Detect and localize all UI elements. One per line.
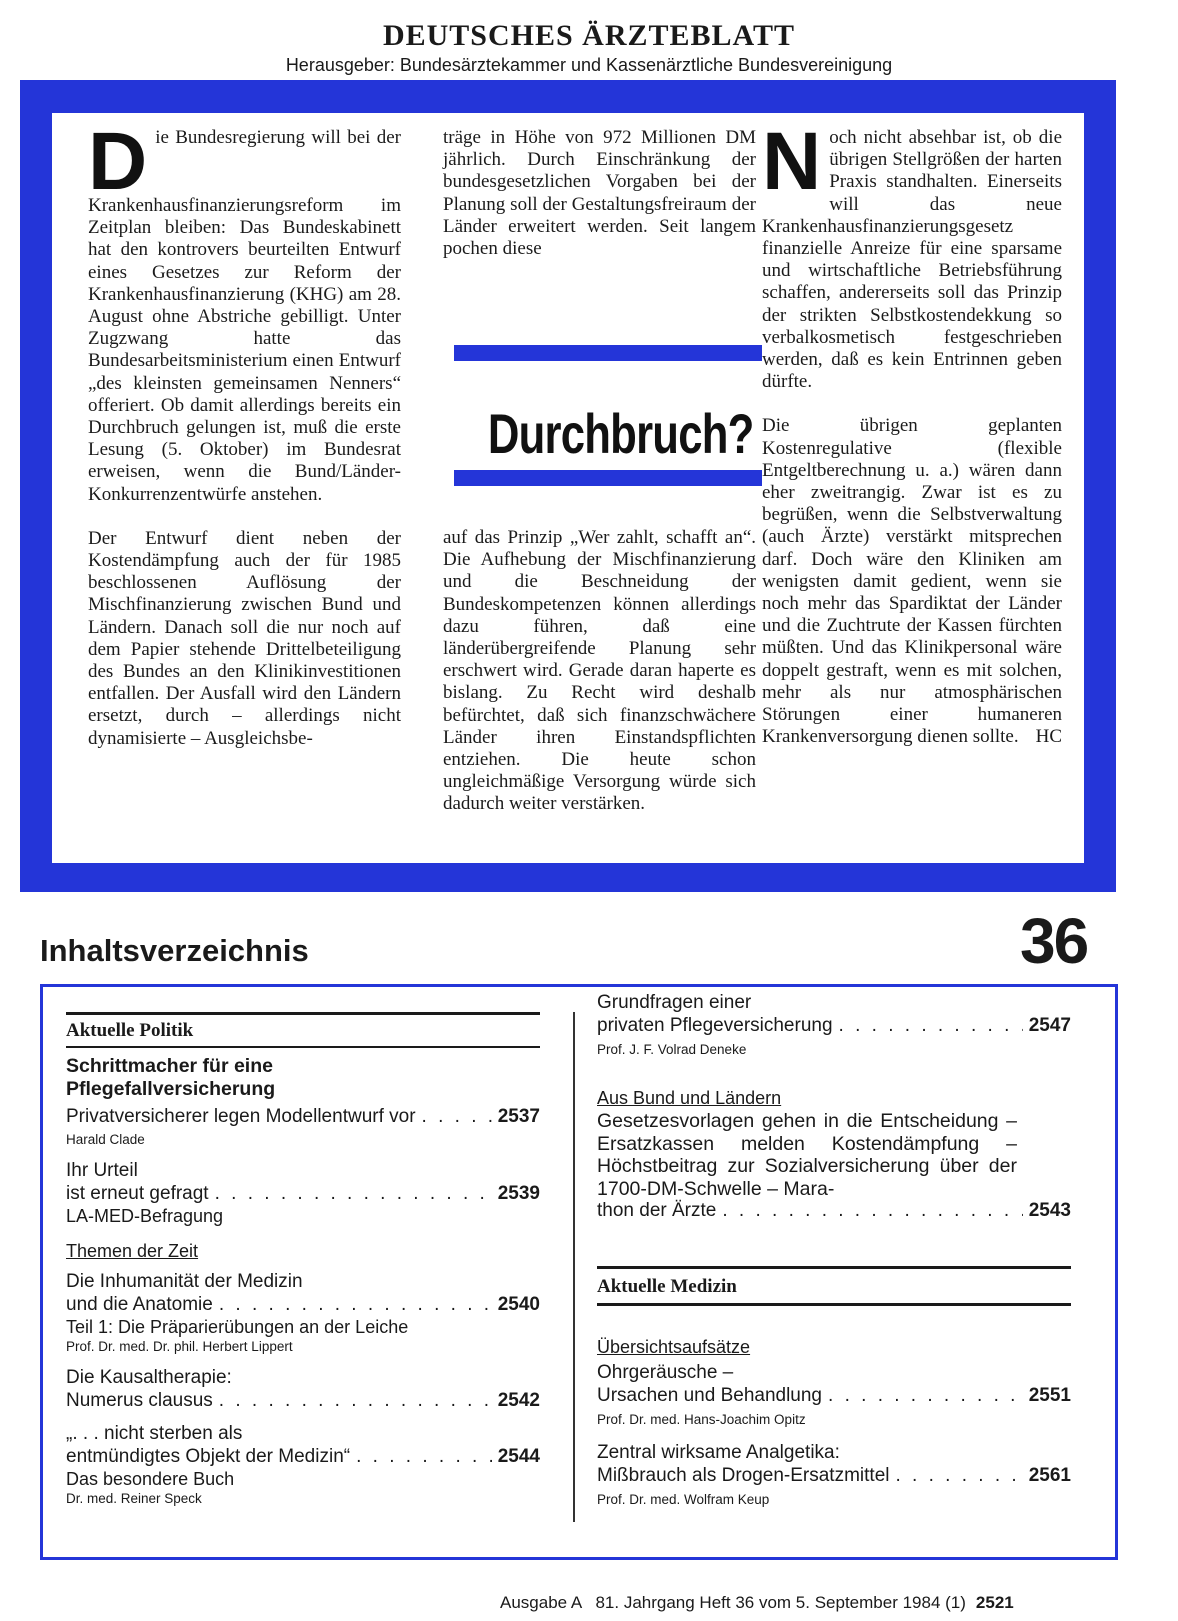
toc-entry[interactable] <box>66 1271 540 1356</box>
entry-title: Pflegefallversicherung <box>66 1077 276 1100</box>
issue-info: Ausgabe A 81. Jahrgang Heft 36 vom 5. September 1984 (1) <box>500 1593 966 1612</box>
toc-entry[interactable] <box>597 992 1071 1059</box>
entry-author: Prof. Dr. med. Hans-Joachim Opitz <box>597 1412 806 1427</box>
section-rule <box>66 1046 540 1048</box>
issue-number: 36 <box>1020 905 1088 977</box>
editorial-column-1 <box>88 116 401 750</box>
entry-subtitle: Das besondere Buch <box>66 1469 235 1489</box>
entry-author: Dr. med. Reiner Speck <box>66 1491 202 1506</box>
entry-page-line <box>597 1385 1071 1408</box>
entry-page-line <box>66 1183 540 1206</box>
headline-bar-top <box>454 345 762 361</box>
toc-entry[interactable] <box>66 1160 540 1227</box>
entry-title: entmündigtes Objekt der Medizin“ <box>66 1445 351 1467</box>
entry-title: Schrittmacher für eine <box>66 1055 273 1077</box>
toc-entry[interactable] <box>597 1442 1071 1509</box>
toc-entry[interactable] <box>66 1055 540 1149</box>
entry-title: Die Kausaltherapie: <box>66 1367 232 1388</box>
entry-page-line <box>66 1446 540 1469</box>
section-heading-aktuelle-politik: Aktuelle Politik <box>66 1020 194 1041</box>
entry-author: Prof. Dr. med. Dr. phil. Herbert Lippert <box>66 1339 293 1354</box>
headline-bar-bottom <box>454 470 762 486</box>
page-number: 2539 <box>497 1182 540 1204</box>
page-number: 2537 <box>497 1106 540 1127</box>
entry-page-line <box>66 1390 540 1413</box>
editorial-paragraph: och nicht absehbar ist, ob die übrigen Stellgrößen der harten Praxis standhalten. Einerseits will das neue Krankenhausfinanzierungsgesetz finanzielle Anreize für eine sparsame und wirtschaftliche Betriebsführung schaffen, andererseits soll das Prinzip der strikten Selbstkostendekkung so verbalkosmetisch festgeschrieben werden, daß es kein Entrinnen geben dürfte. <box>762 127 1062 393</box>
editorial-paragraph: ie Bundesregierung will bei der Krankenhausfinanzierungsreform im Zeitplan bleiben: Das Bundeskabinett hat den kontrovers beurteilten Entwurf eines Gesetzes zur Reform der Krankenhausfinanzierung (KHG) am 28. August ohne Abstriche gebilligt. Unter Zugzwang hatte das Bundesarbeitsministerium einen Entwurf „des kleinsten gemeinsamen Nenners“ offeriert. Ob damit allerdings bereits ein Durchbruch gelungen ist, muß die erste Lesung (5. Oktober) im Bundesrat erweisen, wenn die Bund/Länder-Konkurrenzentwürfe anstehen. <box>88 127 401 505</box>
editorial-paragraph: auf das Prinzip „Wer zahlt, schafft an“. Die Aufhebung der Mischfinanzierung und die Beschneidung der Bundeskompetenzen können allerdings dazu führen, daß eine länderübergreifende Planung sehr erschwert wird. Gerade daran haperte es bislang. Zu Recht wird deshalb befürchtet, daß sich finanzschwächere Länder ihren Einstandspflichten entziehen. Die heute schon ungleichmäßige Versorgung würde sich dadurch weiter verstärken. <box>443 527 756 815</box>
entry-author: Harald Clade <box>66 1131 145 1147</box>
section-heading-aktuelle-medizin: Aktuelle Medizin <box>597 1276 737 1297</box>
author-signature: HC <box>1035 726 1062 748</box>
page-number: 2542 <box>497 1389 540 1411</box>
entry-title: Mißbrauch als Drogen-Ersatzmittel <box>597 1464 890 1486</box>
entry-page-line <box>66 1294 540 1317</box>
entry-subtitle: Privatversicherer legen Modellentwurf vor <box>66 1106 416 1127</box>
publisher-line: Herausgeber: Bundesärztekammer und Kassenärztliche Bundesvereinigung <box>285 55 893 75</box>
leader-dots <box>219 1390 492 1413</box>
entry-title: Grundfragen einer <box>597 992 752 1013</box>
entry-title: „. . . nicht sterben als <box>66 1423 243 1444</box>
page-number: 2544 <box>497 1445 540 1467</box>
drop-cap: D <box>88 116 148 207</box>
page-number: 2551 <box>1028 1384 1071 1406</box>
rubric-themen-der-zeit: Themen der Zeit <box>66 1241 199 1261</box>
leader-dots <box>839 1015 1023 1038</box>
editorial-column-2-top <box>443 127 756 260</box>
rubric-aus-bund-und-laendern: Aus Bund und Ländern <box>597 1088 782 1108</box>
entry-title: privaten Pflegeversicherung <box>597 1014 833 1036</box>
page-number: 2540 <box>497 1293 540 1315</box>
toc-entry[interactable] <box>66 1423 540 1508</box>
entry-author: Prof. J. F. Volrad Deneke <box>597 1042 747 1057</box>
leader-dots <box>828 1385 1023 1408</box>
editorial-column-3 <box>762 116 1062 748</box>
entry-title: und die Anatomie <box>66 1293 213 1315</box>
entry-page-line <box>597 1015 1071 1038</box>
entry-title: thon der Ärzte <box>597 1200 717 1221</box>
toc-entry[interactable] <box>597 1110 1071 1223</box>
editorial-headline: Durchbruch? <box>487 402 754 465</box>
editorial-column-2-bottom <box>443 527 756 816</box>
leader-dots <box>722 1200 1022 1223</box>
editorial-paragraph: Die übrigen geplanten Kostenregulative (flexible Entgeltberechnung u. a.) wären dann eher zweitrangig. Zwar ist es zu begrüßen, wenn die Selbstverwaltung (auch Ärzte) verstärkt mitsprechen darf. Doch wäre den Kliniken am wenigsten damit gedient, wenn sie noch mehr das Spardiktat der Länder und die Zuchtrute der Kassen fürchten müßten. Und das Klinikpersonal wäre doppelt gestraft, wenn es mit solchen, mehr als nur atmosphärischen Störungen einer humaneren Krankenversorgung dienen sollte. <box>762 415 1062 748</box>
section-rule <box>66 1012 540 1015</box>
editorial-paragraph: Der Entwurf dient neben der Kostendämpfung auch der für 1985 beschlossenen Auflösung der Mischfinanzierung zwischen Bund und Ländern. Danach soll die nur noch auf dem Papier stehende Drittelbeteiligung des Bundes an den Klinikinvestitionen entfallen. Der Ausfall wird den Ländern ersetzt, durch – allerdings nicht dynamisierte – Ausgleichsbe- <box>88 527 401 749</box>
toc-entry[interactable] <box>66 1367 540 1412</box>
entry-page-line <box>66 1106 540 1129</box>
drop-cap: N <box>762 116 822 207</box>
leader-dots <box>356 1446 492 1469</box>
entry-author: Prof. Dr. med. Wolfram Keup <box>597 1492 770 1507</box>
leader-dots <box>215 1183 492 1206</box>
entry-title: Zentral wirksame Analgetika: <box>597 1442 840 1463</box>
editorial-body <box>52 113 1084 863</box>
entry-title: Ursachen und Behandlung <box>597 1384 823 1406</box>
entry-page-line <box>597 1200 1071 1223</box>
entry-title: ist erneut gefragt <box>66 1182 209 1204</box>
editorial-frame <box>20 80 1116 892</box>
section-rule <box>597 1303 1071 1306</box>
entry-title: Ohrgeräusche – <box>597 1362 734 1383</box>
leader-dots <box>219 1294 492 1317</box>
section-rule <box>597 1266 1071 1269</box>
entry-subtitle: Teil 1: Die Präparierübungen an der Leiche <box>66 1317 409 1337</box>
entry-title: Die Inhumanität der Medizin <box>66 1271 303 1292</box>
journal-title: DEUTSCHES ÄRZTEBLATT <box>382 19 796 52</box>
entry-title: Gesetzesvorlagen gehen in die Entscheidung – Ersatzkassen melden Kostendämpfung – Höchstbeitrag zur Sozialversicherung über der 1700-DM-Schwelle – Mara- <box>597 1110 1017 1200</box>
entry-title: Ihr Urteil <box>66 1160 138 1181</box>
contents-title: Inhaltsverzeichnis <box>40 933 309 968</box>
footer-page-number: 2521 <box>975 1593 1014 1612</box>
masthead <box>0 20 1178 76</box>
page-number: 2543 <box>1028 1200 1071 1221</box>
entry-page-line <box>597 1465 1071 1488</box>
entry-title: Numerus clausus <box>66 1389 213 1411</box>
column-divider <box>573 1012 575 1522</box>
entry-subtitle: LA-MED-Befragung <box>66 1206 224 1226</box>
page-number: 2547 <box>1028 1014 1071 1036</box>
rubric-uebersichtsaufsaetze: Übersichtsaufsätze <box>597 1337 751 1357</box>
page-number: 2561 <box>1028 1464 1071 1486</box>
leader-dots <box>422 1106 492 1129</box>
page-footer <box>500 1592 1120 1614</box>
toc-entry[interactable] <box>597 1362 1071 1429</box>
editorial-paragraph: träge in Höhe von 972 Millionen DM jährlich. Durch Einschränkung der bundesgesetzlichen Vorgaben bei der Planung soll der Gestaltungsfreiraum der Länder erweitert werden. Seit langem pochen diese <box>443 127 756 260</box>
leader-dots <box>895 1465 1022 1488</box>
